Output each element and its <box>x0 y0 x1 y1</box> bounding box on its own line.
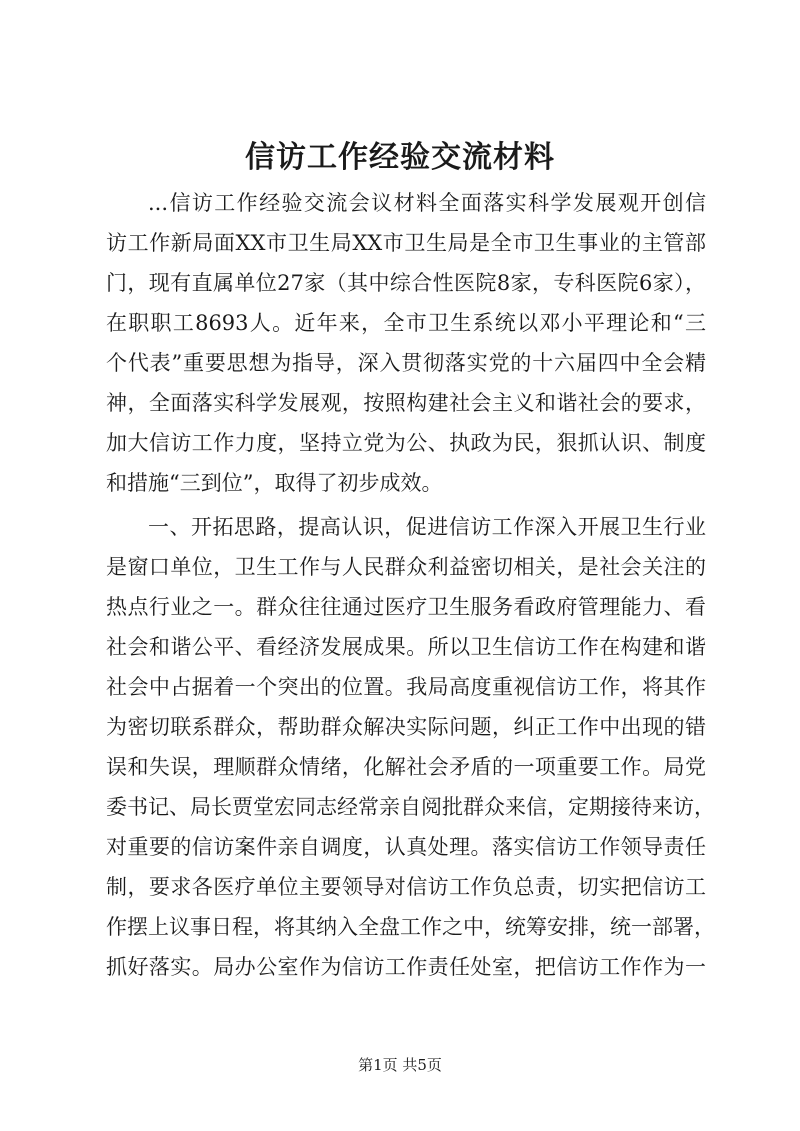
body-line: 社会和谐公平、看经济发展成果。所以卫生信访工作在构建和谐 <box>106 635 706 659</box>
body-line: 为密切联系群众，帮助群众解决实际问题，纠正工作中出现的错 <box>106 715 706 739</box>
body-line: 热点行业之一。群众往往通过医疗卫生服务看政府管理能力、看 <box>106 595 706 619</box>
body-line: 误和失误，理顺群众情绪，化解社会矛盾的一项重要工作。局党 <box>106 755 706 779</box>
page-number-footer: 第1页 共5页 <box>358 1056 442 1074</box>
body-line: 委书记、局长贾堂宏同志经常亲自阅批群众来信，定期接待来访， <box>106 795 715 819</box>
body-line: 制，要求各医疗单位主要领导对信访工作负总责，切实把信访工 <box>106 875 706 899</box>
body-line: 加大信访工作力度，坚持立党为公、执政为民，狠抓认识、制度 <box>106 431 706 455</box>
body-line: 对重要的信访案件亲自调度，认真处理。落实信访工作领导责任 <box>106 835 706 859</box>
document-title: 信访工作经验交流材料 <box>245 140 555 175</box>
body-line: 抓好落实。局办公室作为信访工作责任处室，把信访工作作为一 <box>106 955 706 979</box>
body-line: 社会中占据着一个突出的位置。我局高度重视信访工作，将其作 <box>106 675 706 699</box>
body-line: 作摆上议事日程，将其纳入全盘工作之中，统筹安排，统一部署， <box>106 915 715 939</box>
body-line: 一、开拓思路，提高认识，促进信访工作深入开展卫生行业 <box>148 515 706 539</box>
body-line: 访工作新局面XX市卫生局XX市卫生局是全市卫生事业的主管部 <box>106 231 706 255</box>
body-line: ...信访工作经验交流会议材料全面落实科学发展观开创信 <box>148 191 706 215</box>
body-line: 在职职工8693人。近年来，全市卫生系统以邓小平理论和“三 <box>106 311 706 335</box>
body-line: 神，全面落实科学发展观，按照构建社会主义和谐社会的要求， <box>106 391 706 415</box>
body-line: 门，现有直属单位27家（其中综合性医院8家，专科医院6家）， <box>106 271 706 295</box>
body-line: 个代表”重要思想为指导，深入贯彻落实党的十六届四中全会精 <box>106 351 706 375</box>
body-line: 是窗口单位，卫生工作与人民群众利益密切相关，是社会关注的 <box>106 555 706 579</box>
body-line: 和措施“三到位”，取得了初步成效。 <box>106 471 443 495</box>
